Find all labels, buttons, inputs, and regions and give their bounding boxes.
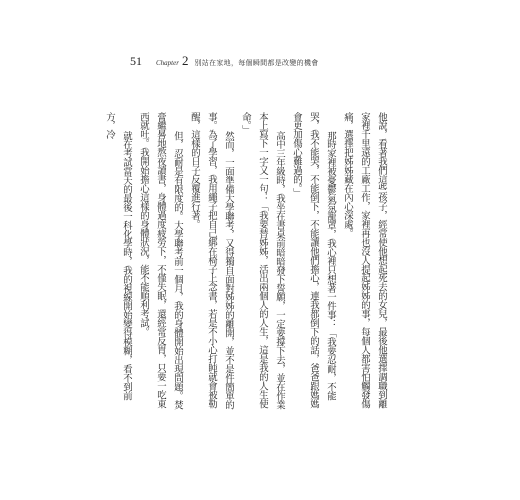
running-header (130, 53, 319, 67)
paragraph: 就在考試當天的最後一科化學時，我的視線開始變得模糊，看不到前方，冷 (104, 112, 132, 400)
chapter-number: 2 (181, 53, 189, 68)
paragraph: 但，忍耐是有限度的。大學聯考前一個月，我的身體開始出現問題。焚膏繼晷地熬夜讀書，身體過度疲勞下，不僅失眠，還經常反胃，只要一吃東西就吐。我開始擔心這樣的身體狀況，能不能順利考試。 (138, 112, 183, 409)
chapter-label: Chapter (156, 59, 179, 67)
paragraph: 然而，一面準備大學聯考，又得獨自面對姊姊的離開，並不是件簡單的事。為了學習，我用繩子把自己綁在椅子上念書，若是不小心打盹就會被勒醒，這樣的日子反覆進行著。 (189, 112, 234, 409)
paragraph: 他說，看著我們這些孩子，經常使他想起死去的女兒，最後他選擇調職到離家裡千里遠的工廠工作，家裡再也沒人提起姊姊的事，每個人都害怕觸發傷痛，選擇把姊姊藏在內心深處。 (342, 112, 387, 409)
body-text (104, 112, 390, 410)
running-title: 別站在家地，每個瞬間都是改變的機會 (194, 59, 319, 67)
page-number: 51 (130, 54, 142, 68)
paragraph: 那時家裡被憂鬱氣氛籠罩，我心裡只想著一件事：「我要忍耐，不能哭，我不能哭，不能倒下，不能讓他們擔心，連我都倒下的話，爸爸跟媽媽會更加傷心難過的。」 (291, 112, 336, 409)
paragraph: 高中三年級時，我坐在書桌前暗暗發下誓願，一定要撐下去，並在作業本上寫下一字又一句：「我要替姊姊，活出兩個人的人生，這是我的人生使命。」 (240, 112, 285, 409)
